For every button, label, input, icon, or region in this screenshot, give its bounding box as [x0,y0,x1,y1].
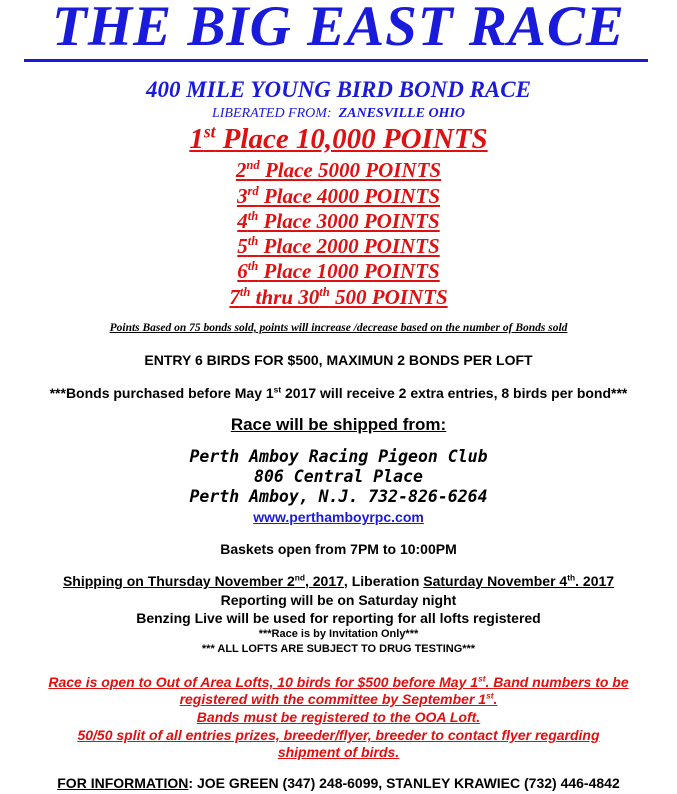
points-note: Points Based on 75 bonds sold, points will increase /decrease based on the number of Bonds sold [109,322,568,334]
club-city-phone: Perth Amboy, N.J. 732-826-6264 [189,487,488,506]
club-website-link[interactable]: www.perthamboyrpc.com [253,509,424,525]
club-address: 806 Central Place [254,467,423,486]
page-title: THE BIG EAST RACE [52,0,625,58]
ooa-line-3: Bands must be registered to the OOA Loft. [196,709,481,725]
liberated-location: ZANESVILLE OHIO [338,106,466,121]
info-label: FOR INFORMATION [57,775,189,791]
bonds-line: ***Bonds purchased before May 1st 2017 will receive 2 extra entries, 8 birds per bond*** [49,384,628,401]
prize-4th: 4th Place 3000 POINTS [237,209,440,233]
prize-1st: 1st Place 10,000 POINTS [189,121,488,155]
title-underline [24,59,648,62]
liberated-label: LIBERATED FROM: [211,106,332,121]
ooa-line-1: Race is open to Out of Area Lofts, 10 birds for $500 before May 1st. Band numbers to be [48,673,629,690]
contact-info [0,775,677,791]
baskets-line: Baskets open from 7PM to 10:00PM [220,541,457,557]
reporting-line: Reporting will be on Saturday night [220,592,457,608]
club-name: Perth Amboy Racing Pigeon Club [189,447,488,466]
ooa-line-5: shipment of birds. [277,744,400,760]
prize-5th: 5th Place 2000 POINTS [237,234,440,258]
prize-3rd: 3rd Place 4000 POINTS [236,184,441,208]
race-subtitle: 400 MILE YOUNG BIRD BOND RACE [146,77,531,102]
prize-6th: 6th Place 1000 POINTS [237,259,440,283]
benzing-line: Benzing Live will be used for reporting for all lofts registered [136,610,541,626]
ooa-line-4: 50/50 split of all entries prizes, breeder/flyer, breeder to contact flyer regarding [77,727,600,743]
entry-line: ENTRY 6 BIRDS FOR $500, MAXIMUN 2 BONDS PER LOFT [144,352,533,368]
invitation-line: ***Race is by Invitation Only*** [258,628,419,640]
info-text: : JOE GREEN (347) 248-6099, STANLEY KRAWIEC (732) 446-4842 [188,775,620,791]
prize-7th-30th: 7th thru 30th 500 POINTS [229,285,448,309]
shipping-line: Shipping on Thursday November 2nd, 2017, Liberation Saturday November 4th. 2017 [62,572,615,589]
shipped-heading: Race will be shipped from: [230,415,447,434]
prize-2nd: 2nd Place 5000 POINTS [235,158,442,182]
drug-testing-line: *** ALL LOFTS ARE SUBJECT TO DRUG TESTING*** [201,643,476,655]
ooa-line-2: registered with the committee by September 1st. [179,690,498,707]
liberation-line [0,106,677,122]
